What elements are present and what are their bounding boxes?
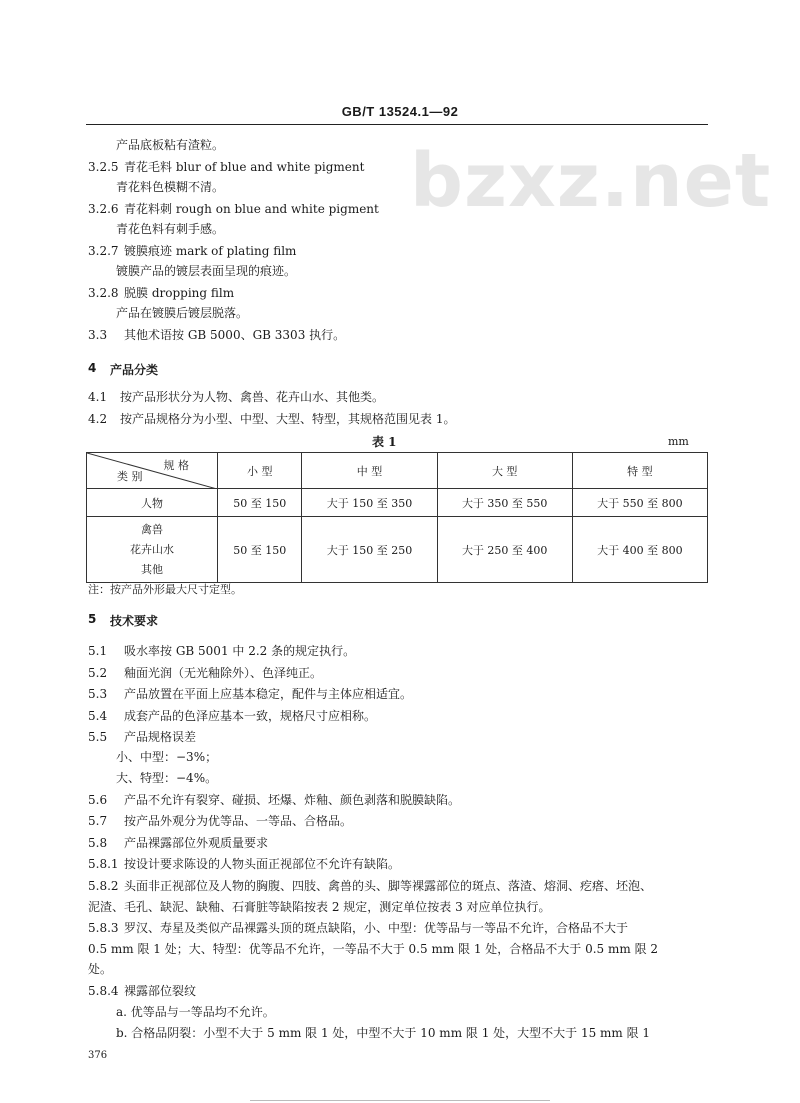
clause-text: 泥渣、毛孔、缺泥、缺釉、石膏脏等缺陷按表 2 规定，测定单位按表 3 对应单位执行。 (88, 900, 551, 914)
table-row (87, 517, 708, 583)
clause-text: 镀膜产品的镀层表面呈现的痕迹。 (116, 264, 297, 278)
clause-text: 按产品外观分为优等品、一等品、合格品。 (124, 814, 353, 828)
section-5-title: 技术要求 (110, 614, 159, 628)
clause-number: 5.4 (88, 709, 108, 723)
clause-text: 镀膜痕迹 mark of plating film (124, 244, 297, 258)
table-cell: 大于 550 至 800 (572, 489, 707, 517)
clause-number: 3.2.8 (88, 286, 119, 300)
clause-text: 其他术语按 GB 5000、GB 3303 执行。 (124, 328, 346, 342)
clause-4-2-text: 按产品规格分为小型、中型、大型、特型，其规格范围见表 1。 (120, 412, 456, 426)
table-cell: 大于 150 至 250 (302, 517, 437, 583)
header-rule (86, 124, 708, 125)
category-line: 花卉山水 (130, 542, 174, 556)
clause-text: 青花料刺 rough on blue and white pigment (124, 202, 379, 216)
clause-number: 5.8.1 (88, 857, 119, 871)
footer-rule (250, 1100, 550, 1101)
clause-text: 釉面光润（无光釉除外）、色泽纯正。 (124, 666, 323, 680)
page-number: 376 (88, 1050, 108, 1061)
clause-4-2-number: 4.2 (88, 412, 108, 426)
clause-number: 5.1 (88, 644, 108, 658)
clause-text: 裸露部位裂纹 (124, 984, 197, 998)
clause-number: 5.2 (88, 666, 108, 680)
clause-text: a. 优等品与一等品均不允许。 (116, 1005, 275, 1019)
clause-text: 0.5 mm 限 1 处；大、特型：优等品不允许，一等品不大于 0.5 mm 限 1 处，合格品不大于 0.5 mm 限 2 (88, 942, 659, 956)
row-category (87, 517, 218, 583)
clause-number: 5.6 (88, 793, 108, 807)
clause-number: 5.8.3 (88, 921, 119, 935)
clause-number: 3.2.7 (88, 244, 119, 258)
corner-label-spec: 规 格 (163, 459, 189, 472)
clause-text: 青花色料有刺手感。 (116, 222, 225, 236)
clause-text: 产品底板粘有渣粒。 (116, 138, 225, 152)
table-row (87, 489, 708, 517)
section-4-number: 4 (88, 361, 97, 375)
col-header-large: 大 型 (437, 453, 572, 489)
table-cell: 50 至 150 (218, 489, 302, 517)
corner-label-category: 类 别 (117, 470, 143, 483)
clause-text: 青花毛料 blur of blue and white pigment (124, 160, 365, 174)
clause-text: 产品规格误差 (124, 730, 197, 744)
clause-text: 脱膜 dropping film (124, 286, 235, 300)
clause-text: b. 合格品阴裂：小型不大于 5 mm 限 1 处，中型不大于 10 mm 限 1 处，大型不大于 15 mm 限 1 (116, 1026, 651, 1040)
section-5-number: 5 (88, 612, 97, 626)
clause-4-1-number: 4.1 (88, 390, 108, 404)
clause-text: 大、特型：−4%。 (116, 771, 218, 785)
category-line: 禽兽 (141, 522, 163, 536)
clause-number: 3.2.6 (88, 202, 119, 216)
table-cell: 大于 150 至 350 (302, 489, 437, 517)
clause-text: 成套产品的色泽应基本一致，规格尺寸应相称。 (124, 709, 377, 723)
table-1-caption: 表 1 (372, 435, 397, 449)
clause-number: 5.8.2 (88, 879, 119, 893)
standard-header: GB/T 13524.1—92 (341, 104, 459, 119)
clause-number: 3.2.5 (88, 160, 119, 174)
col-header-medium: 中 型 (302, 453, 437, 489)
clause-text: 头面非正视部位及人物的胸腹、四肢、禽兽的头、脚等裸露部位的斑点、落渣、熔洞、疙瘩、坯泡、 (124, 879, 653, 893)
clause-number: 3.3 (88, 328, 108, 342)
table-cell: 大于 350 至 550 (437, 489, 572, 517)
clause-text: 吸水率按 GB 5001 中 2.2 条的规定执行。 (124, 644, 356, 658)
table-cell: 大于 400 至 800 (572, 517, 707, 583)
section-4-title: 产品分类 (110, 363, 159, 377)
clause-text: 按设计要求陈设的人物头面正视部位不允许有缺陷。 (124, 857, 401, 871)
clause-number: 5.3 (88, 687, 108, 701)
table-cell: 50 至 150 (218, 517, 302, 583)
col-header-small: 小 型 (218, 453, 302, 489)
clause-text: 产品不允许有裂穿、碰损、坯爆、炸釉、颜色剥落和脱膜缺陷。 (124, 793, 461, 807)
table-cell: 大于 250 至 400 (437, 517, 572, 583)
clause-number: 5.8 (88, 836, 108, 850)
clause-text: 产品放置在平面上应基本稳定，配件与主体应相适宜。 (124, 687, 413, 701)
row-category: 人物 (87, 489, 218, 517)
table-1-unit: mm (668, 435, 689, 448)
col-header-special: 特 型 (572, 453, 707, 489)
table-corner-cell (87, 453, 218, 489)
clause-text: 青花料色模糊不清。 (116, 180, 225, 194)
clause-number: 5.5 (88, 730, 108, 744)
clause-number: 5.7 (88, 814, 108, 828)
clause-number: 5.8.4 (88, 984, 119, 998)
clause-4-1-text: 按产品形状分为人物、禽兽、花卉山水、其他类。 (120, 390, 385, 404)
watermark: bzxz.net (410, 138, 772, 224)
table-1 (86, 452, 708, 583)
clause-text: 小、中型：−3%； (116, 750, 218, 764)
category-line: 其他 (141, 562, 163, 576)
diagonal-line (87, 453, 217, 489)
clause-text: 产品在镀膜后镀层脱落。 (116, 306, 249, 320)
clause-text: 产品裸露部位外观质量要求 (124, 836, 269, 850)
clause-text: 处。 (88, 962, 113, 976)
clause-text: 罗汉、寿星及类似产品裸露头顶的斑点缺陷，小、中型：优等品与一等品不允许，合格品不大于 (124, 921, 629, 935)
table-1-note: 注：按产品外形最大尺寸定型。 (88, 583, 242, 596)
